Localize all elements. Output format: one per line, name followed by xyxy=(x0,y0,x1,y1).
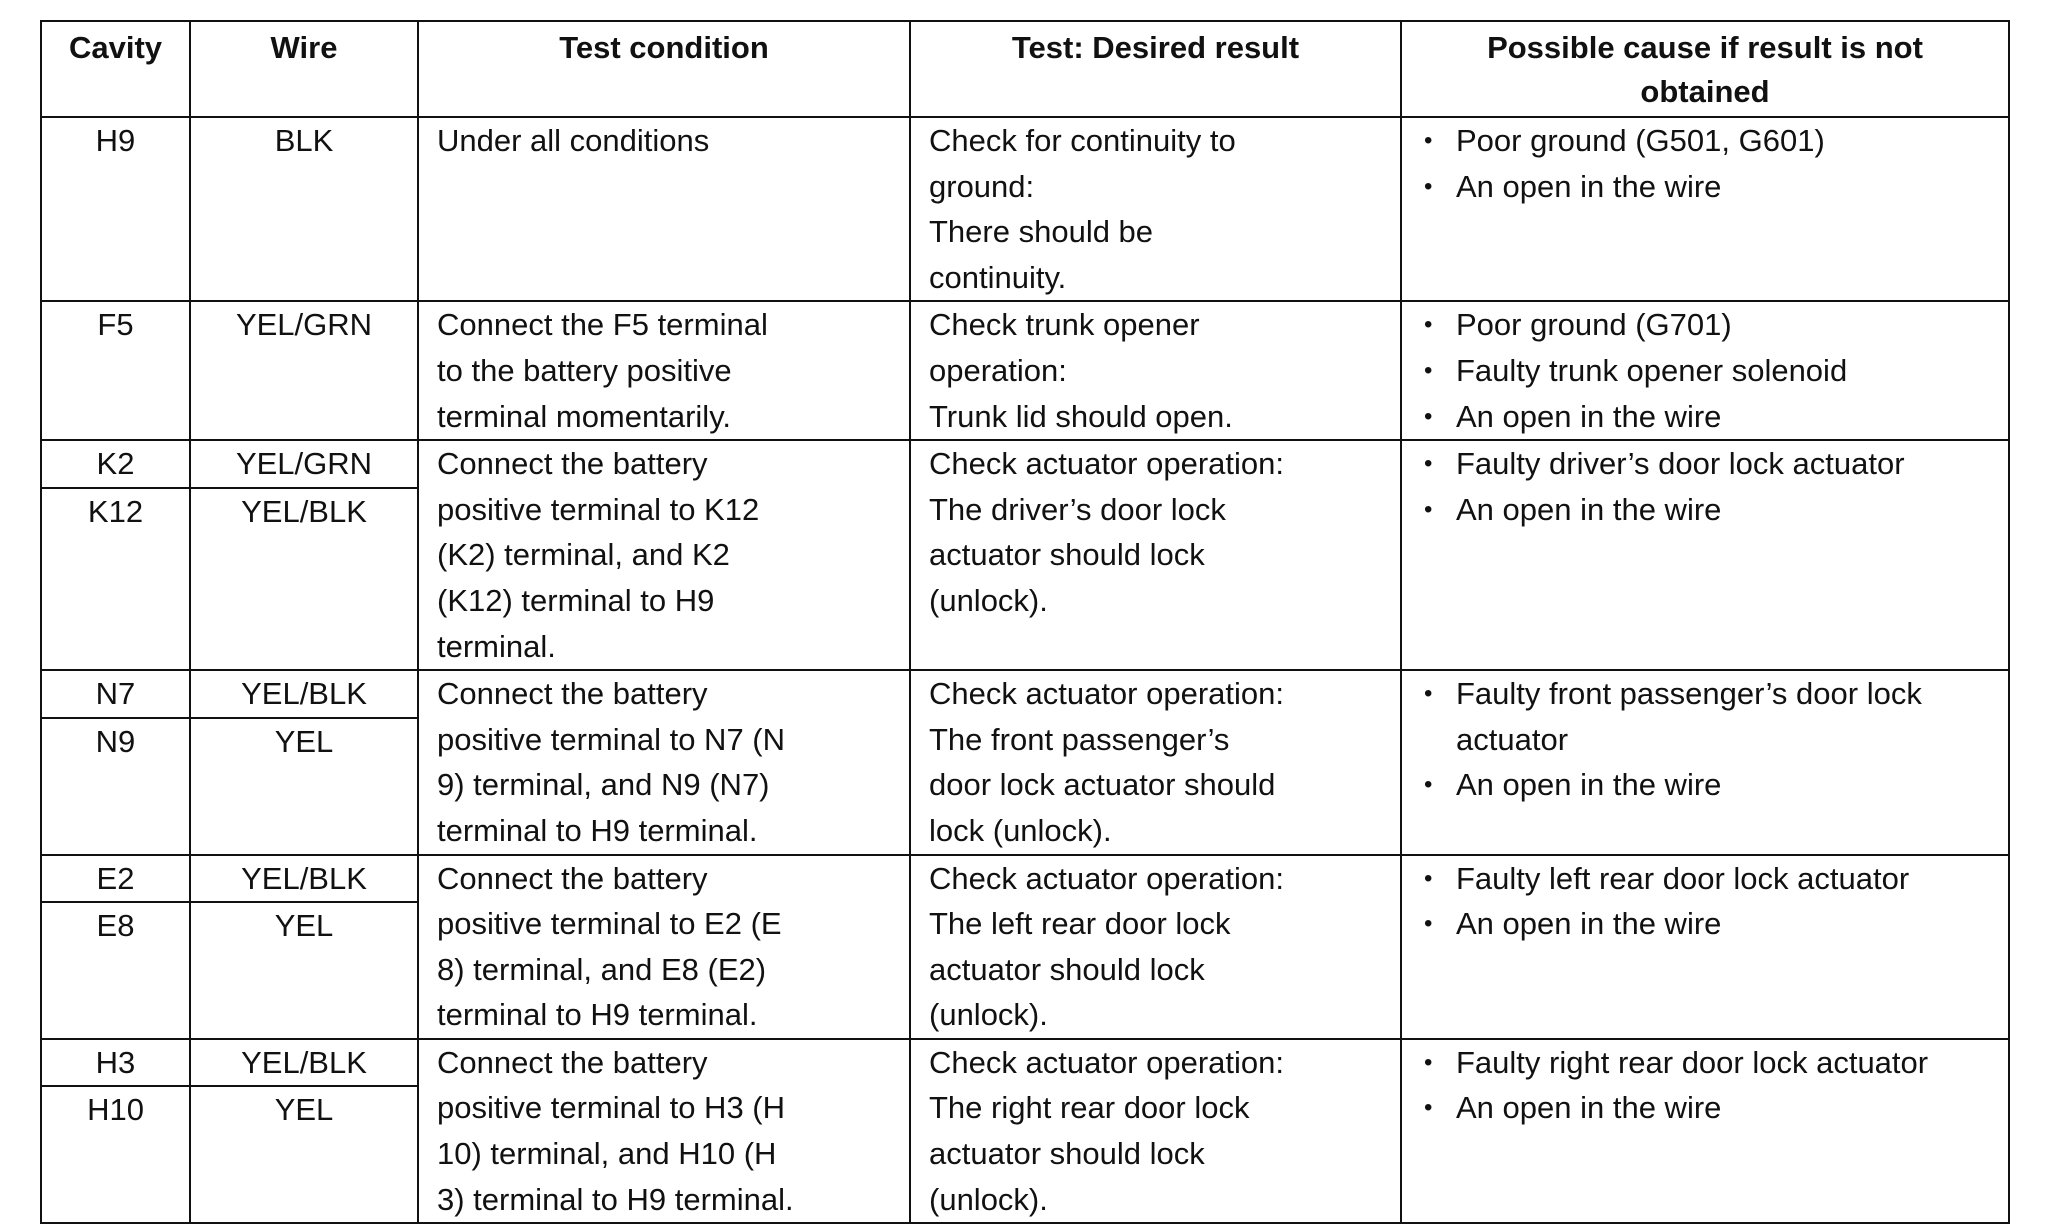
cavity-cell xyxy=(41,1039,190,1223)
cause-list xyxy=(1402,671,2008,808)
test-condition-line: positive terminal to N7 (N xyxy=(437,721,786,757)
desired-result-cell xyxy=(910,670,1401,854)
cause-list xyxy=(1402,441,2008,532)
desired-result-line: lock (unlock). xyxy=(929,812,1112,848)
desired-result-cell xyxy=(910,440,1401,670)
header-possible-cause: Possible cause if result is not obtained xyxy=(1401,21,2009,117)
cause-item: • Faulty left rear door lock actuator xyxy=(1424,856,2004,902)
desired-result-line: actuator should lock xyxy=(929,1136,1205,1172)
wire-cell xyxy=(190,301,418,440)
header-desired-result: Test: Desired result xyxy=(910,21,1401,117)
cavity-cell xyxy=(41,301,190,440)
test-condition-line: (K2) terminal, and K2 xyxy=(437,537,730,573)
desired-result-line: The driver’s door lock xyxy=(929,491,1226,527)
test-condition-line: terminal. xyxy=(437,628,556,664)
wire-value: YEL/BLK xyxy=(191,856,417,904)
test-condition-line: Connect the battery xyxy=(437,676,708,712)
desired-result-cell xyxy=(910,1039,1401,1223)
desired-result-cell xyxy=(910,855,1401,1039)
wire-value: YEL/BLK xyxy=(191,1040,417,1088)
desired-result-line: Check actuator operation: xyxy=(929,446,1284,482)
desired-result-line: door lock actuator should xyxy=(929,767,1276,803)
test-condition-line: Connect the battery xyxy=(437,860,708,896)
test-condition-cell xyxy=(418,440,910,670)
possible-cause-cell xyxy=(1401,117,2009,301)
test-condition-cell xyxy=(418,117,910,301)
header-test-condition: Test condition xyxy=(418,21,910,117)
wire-value: YEL xyxy=(274,908,334,944)
desired-result-line: The right rear door lock xyxy=(929,1090,1250,1126)
cause-item: • Faulty front passenger’s door lock actuator xyxy=(1424,671,2004,762)
test-condition-line: Connect the battery xyxy=(437,1044,708,1080)
cause-item: • An open in the wire xyxy=(1424,1085,2004,1131)
cause-item: • An open in the wire xyxy=(1424,164,2004,210)
cause-list xyxy=(1402,302,2008,439)
possible-cause-cell xyxy=(1401,301,2009,440)
table-row xyxy=(41,117,2009,301)
table-row xyxy=(41,301,2009,440)
cavity-cell xyxy=(41,855,190,1039)
possible-cause-cell xyxy=(1401,670,2009,854)
test-condition-line: terminal to H9 terminal. xyxy=(437,812,758,848)
test-condition-line: Under all conditions xyxy=(437,123,710,158)
test-condition-line: positive terminal to K12 xyxy=(437,491,760,527)
troubleshooting-table xyxy=(40,20,2010,1224)
cavity-value: E2 xyxy=(42,856,189,904)
desired-result-line: ground: xyxy=(929,168,1035,204)
test-condition-line: terminal momentarily. xyxy=(437,398,732,434)
wire-cell xyxy=(190,670,418,854)
cause-list xyxy=(1402,118,2008,209)
desired-result-line: actuator should lock xyxy=(929,537,1205,573)
desired-result-line: continuity. xyxy=(929,259,1067,295)
header-row xyxy=(41,21,2009,117)
test-condition-line: Connect the battery xyxy=(437,446,708,482)
cavity-value: K2 xyxy=(42,441,189,489)
test-condition-cell xyxy=(418,670,910,854)
desired-result-line: There should be xyxy=(929,214,1154,250)
test-condition-line: 3) terminal to H9 terminal. xyxy=(437,1181,794,1217)
test-condition-cell xyxy=(418,855,910,1039)
desired-result-line: (unlock). xyxy=(929,997,1048,1033)
cavity-cell xyxy=(41,440,190,670)
wire-value: YEL/BLK xyxy=(241,493,367,529)
desired-result-line: (unlock). xyxy=(929,1181,1048,1217)
wire-cell xyxy=(190,1039,418,1223)
wire-cell xyxy=(190,855,418,1039)
header-cavity: Cavity xyxy=(41,21,190,117)
desired-result-line: actuator should lock xyxy=(929,951,1205,987)
wire-value: YEL/BLK xyxy=(191,671,417,719)
cause-item: • Faulty driver’s door lock actuator xyxy=(1424,441,2004,487)
cause-item: • An open in the wire xyxy=(1424,901,2004,947)
test-condition-line: positive terminal to H3 (H xyxy=(437,1090,786,1126)
cause-list xyxy=(1402,856,2008,947)
test-condition-line: 10) terminal, and H10 (H xyxy=(437,1136,777,1172)
cavity-cell xyxy=(41,670,190,854)
desired-result-cell xyxy=(910,117,1401,301)
possible-cause-cell xyxy=(1401,855,2009,1039)
cause-item: • An open in the wire xyxy=(1424,487,2004,533)
wire-value: YEL xyxy=(274,723,334,759)
possible-cause-cell xyxy=(1401,1039,2009,1223)
desired-result-line: operation: xyxy=(929,352,1067,388)
cause-item: • An open in the wire xyxy=(1424,394,2004,440)
test-condition-line: positive terminal to E2 (E xyxy=(437,906,782,942)
test-condition-line: to the battery positive xyxy=(437,352,732,388)
table-row xyxy=(41,670,2009,854)
wire-value: YEL xyxy=(274,1092,334,1128)
wire-value: YEL/GRN xyxy=(191,441,417,489)
cavity-value: H3 xyxy=(42,1040,189,1088)
desired-result-line: Trunk lid should open. xyxy=(929,398,1233,434)
desired-result-line: Check trunk opener xyxy=(929,307,1200,343)
wire-value: YEL/GRN xyxy=(235,307,373,343)
desired-result-cell xyxy=(910,301,1401,440)
cause-list xyxy=(1402,1040,2008,1131)
table-row xyxy=(41,440,2009,670)
cause-item: • Poor ground (G501, G601) xyxy=(1424,118,2004,164)
cavity-cell xyxy=(41,117,190,301)
desired-result-line: Check actuator operation: xyxy=(929,676,1284,712)
test-condition-cell xyxy=(418,1039,910,1223)
cause-item: • Faulty trunk opener solenoid xyxy=(1424,348,2004,394)
test-condition-line: terminal to H9 terminal. xyxy=(437,997,758,1033)
desired-result-line: The left rear door lock xyxy=(929,906,1231,942)
test-condition-cell xyxy=(418,301,910,440)
test-condition-line: Connect the F5 terminal xyxy=(437,307,768,343)
cavity-value: K12 xyxy=(87,493,144,529)
cavity-value: H9 xyxy=(95,123,136,158)
desired-result-line: Check actuator operation: xyxy=(929,1044,1284,1080)
desired-result-line: The front passenger’s xyxy=(929,721,1230,757)
desired-result-line: (unlock). xyxy=(929,582,1048,618)
possible-cause-cell xyxy=(1401,440,2009,670)
test-condition-line: 9) terminal, and N9 (N7) xyxy=(437,767,770,803)
header-wire: Wire xyxy=(190,21,418,117)
cause-item: • Faulty right rear door lock actuator xyxy=(1424,1040,2004,1086)
wire-value: BLK xyxy=(274,123,334,158)
wire-cell xyxy=(190,440,418,670)
test-condition-line: 8) terminal, and E8 (E2) xyxy=(437,951,767,987)
cavity-value: N9 xyxy=(95,723,136,759)
test-condition-line: (K12) terminal to H9 xyxy=(437,582,715,618)
cavity-value: F5 xyxy=(97,307,134,343)
desired-result-line: Check for continuity to xyxy=(929,123,1236,158)
table-row xyxy=(41,1039,2009,1223)
desired-result-line: Check actuator operation: xyxy=(929,860,1284,896)
cause-item: • An open in the wire xyxy=(1424,762,2004,808)
cavity-value: H10 xyxy=(87,1092,144,1128)
cavity-value: E8 xyxy=(96,908,135,944)
table-row xyxy=(41,855,2009,1039)
wire-cell xyxy=(190,117,418,301)
cause-item: • Poor ground (G701) xyxy=(1424,302,2004,348)
cavity-value: N7 xyxy=(42,671,189,719)
